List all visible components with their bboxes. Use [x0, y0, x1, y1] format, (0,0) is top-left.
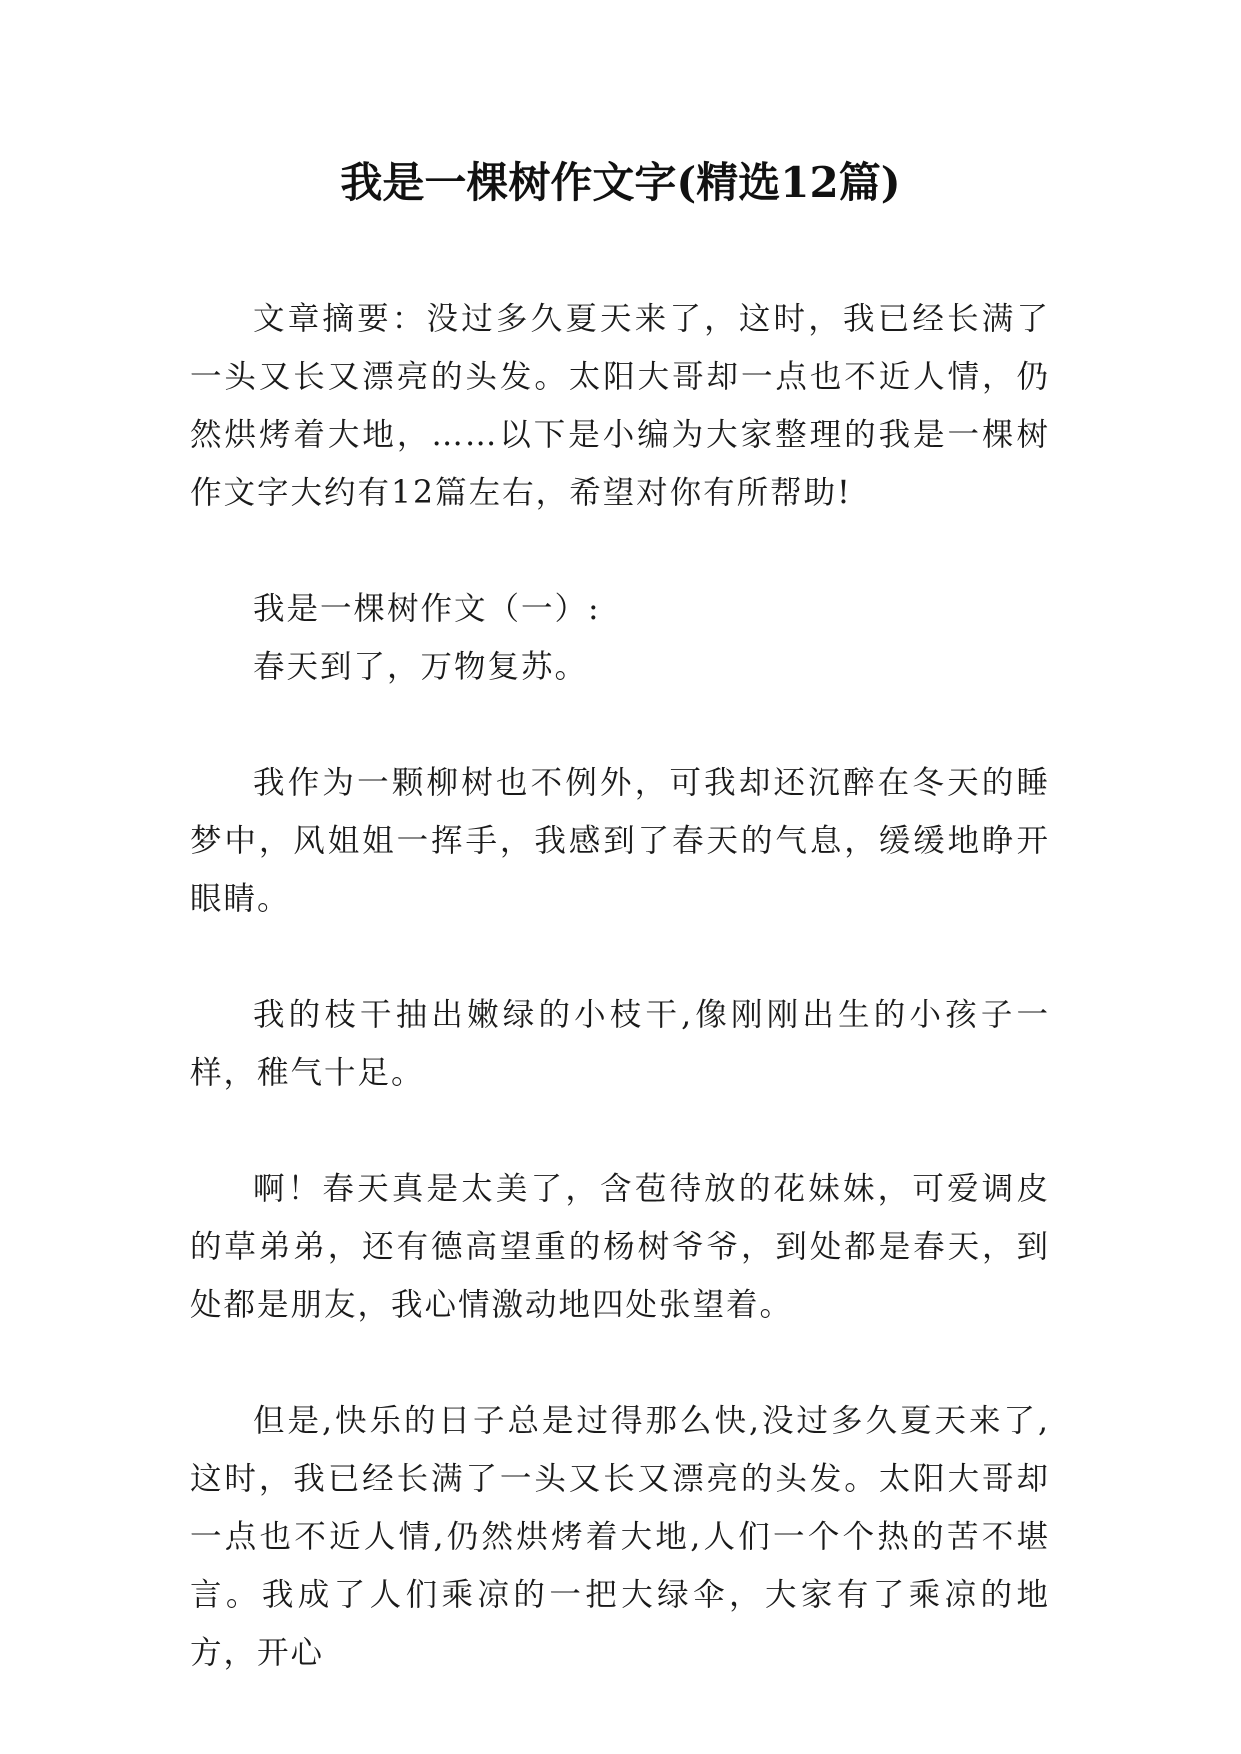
- document-title: 我是一棵树作文字(精选12篇): [340, 158, 901, 207]
- section-heading: 我是一棵树作文（一）:: [253, 591, 601, 627]
- body-paragraph: 我作为一颗柳树也不例外，可我却还沉醉在冬天的睡梦中，风姐姐一挥手，我感到了春天的气息，缓缓地睁开眼睛。: [190, 765, 1050, 917]
- document-body: [190, 290, 1050, 1682]
- body-paragraph: 春天到了，万物复苏。: [253, 649, 589, 685]
- body-paragraph: 我的枝干抽出嫩绿的小枝干,像刚刚出生的小孩子一样，稚气十足。: [190, 997, 1050, 1091]
- abstract-paragraph: 文章摘要：没过多久夏天来了，这时，我已经长满了一头又长又漂亮的头发。太阳大哥却一点也不近人情，仍然烘烤着大地，……以下是小编为大家整理的我是一棵树作文字大约有12篇左右，希望对你有所帮助!: [190, 301, 1050, 511]
- body-paragraph: 啊！春天真是太美了，含苞待放的花妹妹，可爱调皮的草弟弟，还有德高望重的杨树爷爷，到处都是春天，到处都是朋友，我心情激动地四处张望着。: [190, 1171, 1050, 1323]
- body-paragraph: 但是,快乐的日子总是过得那么快,没过多久夏天来了,这时，我已经长满了一头又长又漂亮的头发。太阳大哥却一点也不近人情,仍然烘烤着大地,人们一个个热的苦不堪言。我成了人们乘凉的一把大绿伞，大家有了乘凉的地方，开心: [190, 1403, 1050, 1671]
